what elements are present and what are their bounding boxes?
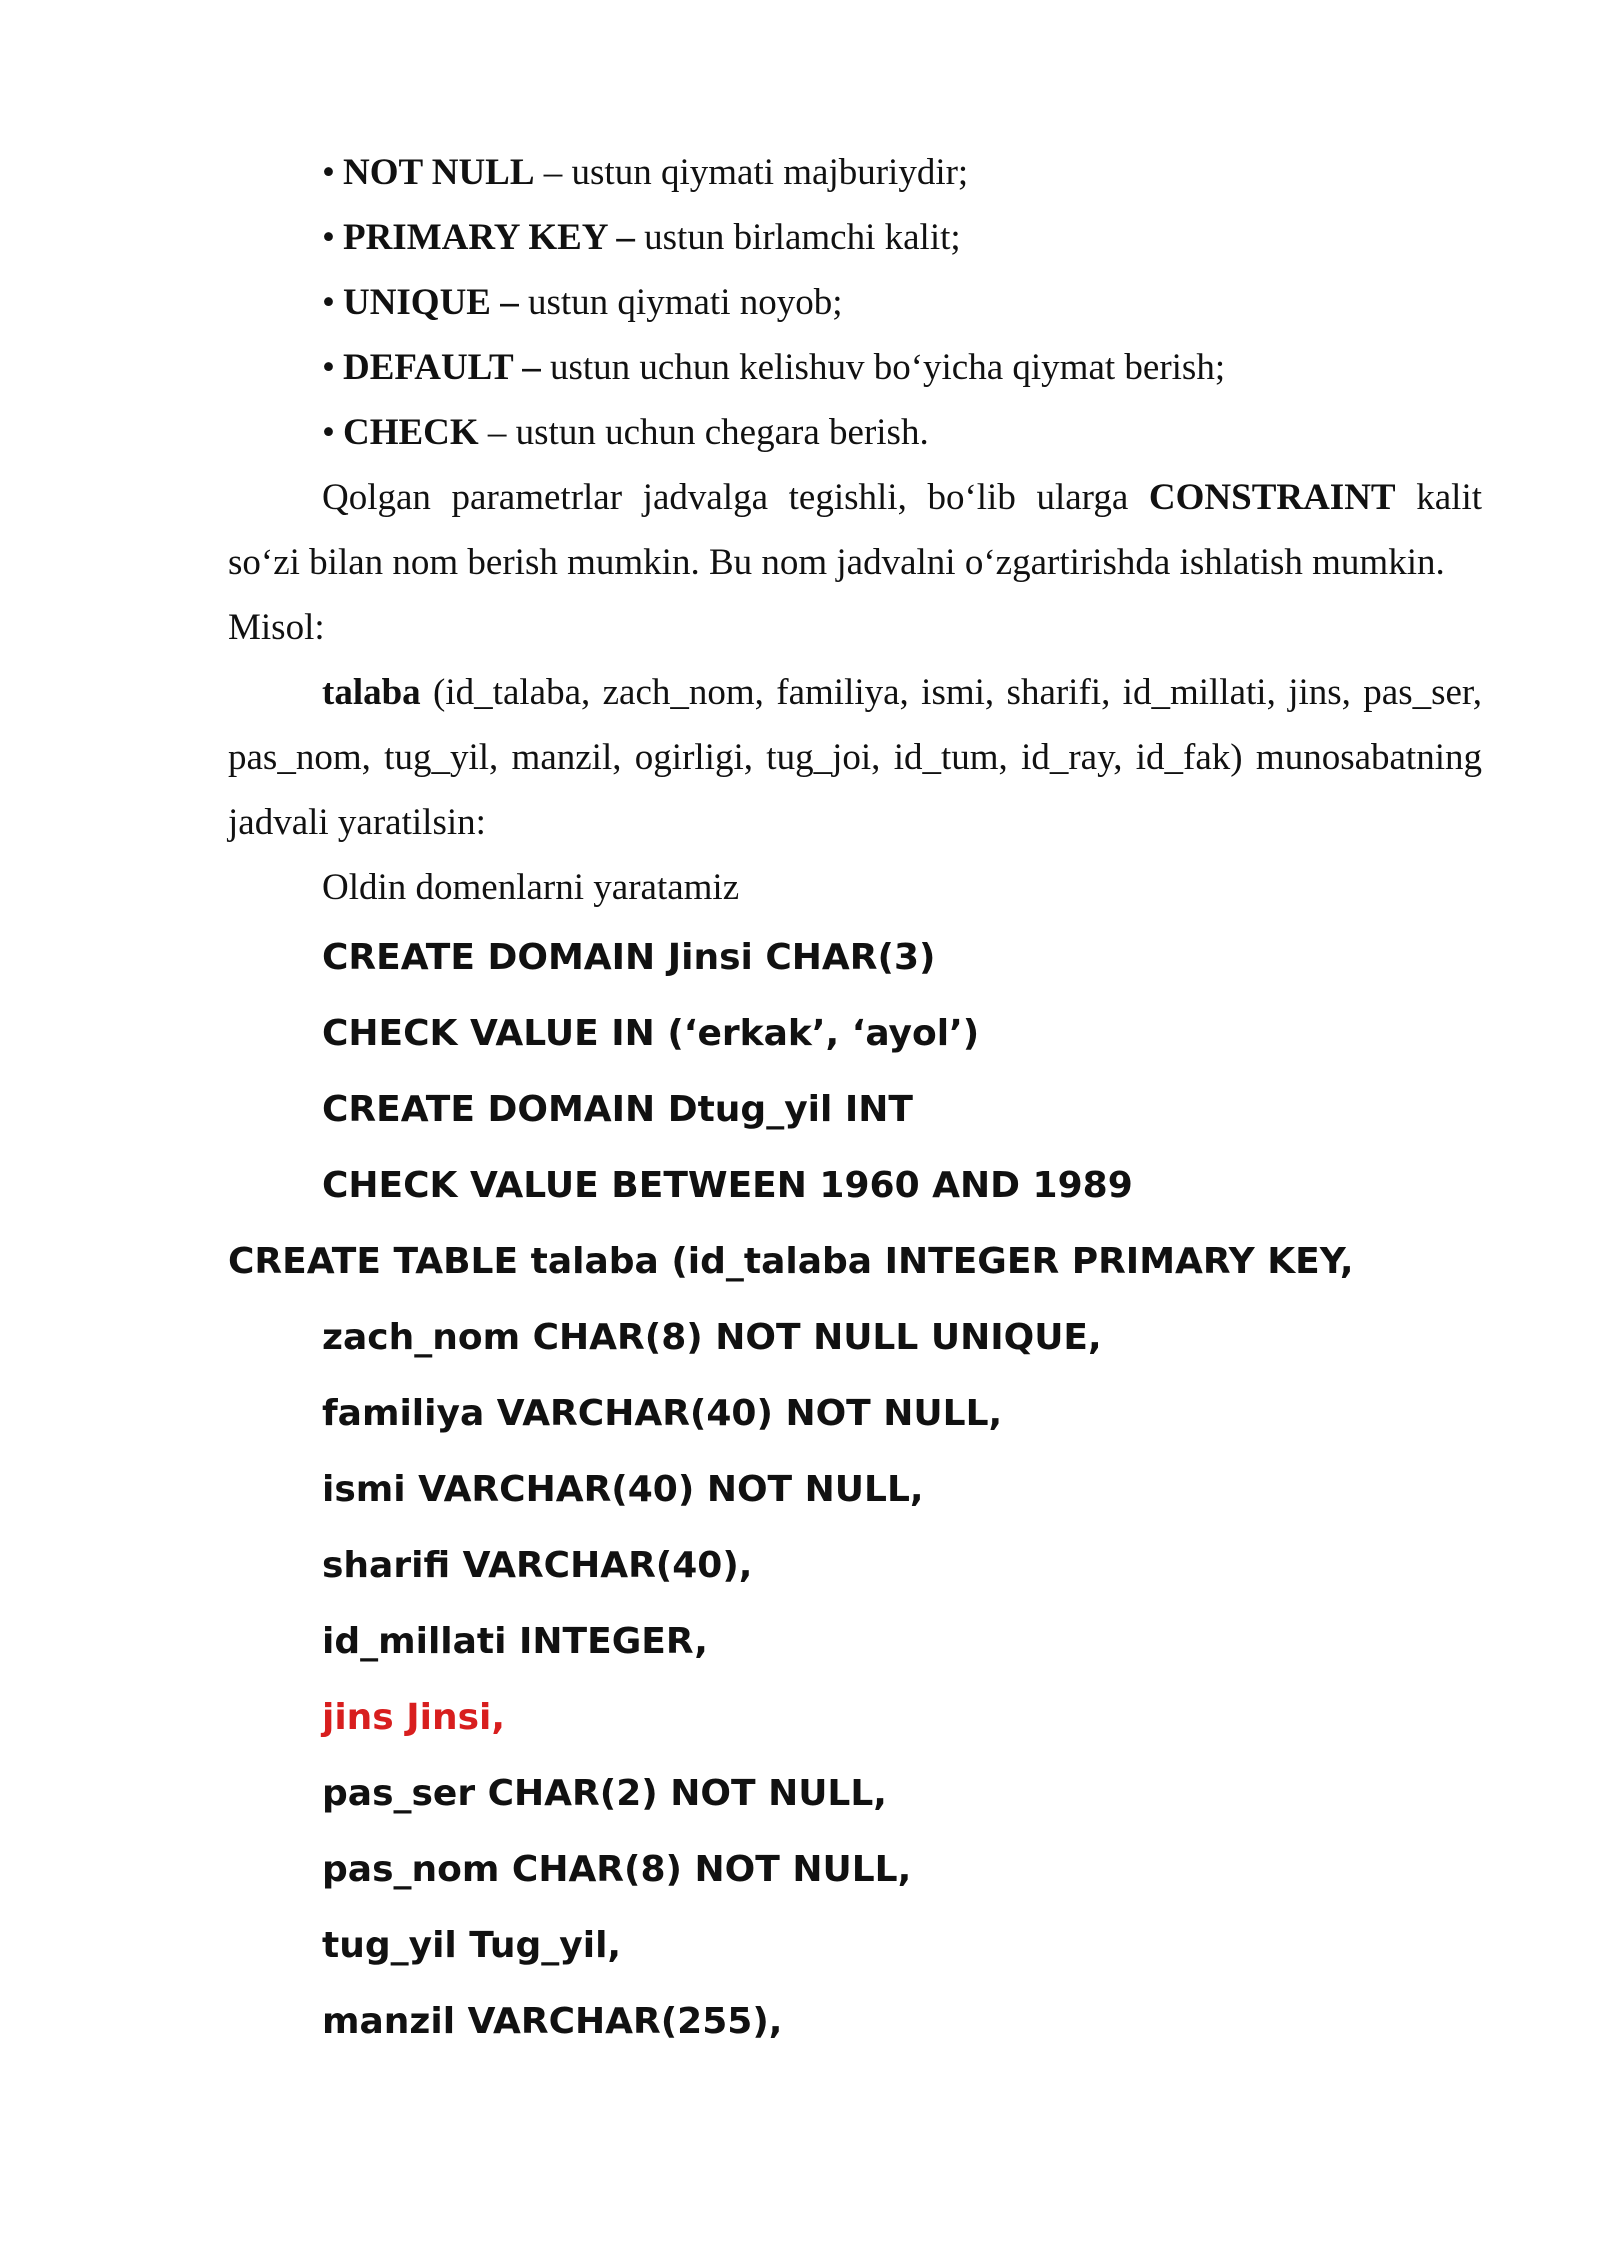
code-line: pas_ser CHAR(2) NOT NULL, xyxy=(322,1773,887,1814)
code-line: manzil VARCHAR(255), xyxy=(322,2001,783,2042)
bullet-term: CHECK xyxy=(342,412,479,453)
bullet-term: UNIQUE – xyxy=(342,282,519,323)
bullet-desc: ustun birlamchi kalit; xyxy=(634,217,961,258)
code-line: CREATE DOMAIN Jinsi CHAR(3) xyxy=(322,937,936,978)
paragraph-talaba xyxy=(228,660,1482,855)
bullet-unique xyxy=(322,270,843,335)
paragraph-text: Qolgan parametrlar jadvalga tegishli, bo‘lib ularga xyxy=(322,477,1149,518)
bullet-dot: • xyxy=(322,217,335,258)
code-line: tug_yil Tug_yil, xyxy=(322,1925,622,1966)
bullet-dot: • xyxy=(322,412,335,453)
code-line: id_millati INTEGER, xyxy=(322,1621,708,1662)
code-line: ismi VARCHAR(40) NOT NULL, xyxy=(322,1469,924,1510)
bullet-check xyxy=(322,400,929,465)
code-line-highlighted: jins Jinsi, xyxy=(322,1697,506,1738)
paragraph-text: kalit so‘zi bilan nom berish mumkin. Bu nom jadvalni o‘zgartirishda ishlatish mumkin. xyxy=(228,477,1483,583)
example-label: Misol: xyxy=(228,607,325,648)
bullet-term: DEFAULT – xyxy=(342,347,541,388)
paragraph-constraint xyxy=(228,465,1482,595)
bullet-term: PRIMARY KEY – xyxy=(342,217,635,258)
code-line: CHECK VALUE IN (‘erkak’, ‘ayol’) xyxy=(322,1013,980,1054)
paragraph-text: (id_talaba, zach_nom, familiya, ismi, sharifi, id_millati, jins, pas_ser, pas_nom, tug_yil, manzil, ogirligi, tug_joi, id_tum, id_ray, id_fak) munosabatning jadvali yaratilsin: xyxy=(228,672,1482,843)
code-line: CHECK VALUE BETWEEN 1960 AND 1989 xyxy=(322,1165,1133,1206)
code-line: zach_nom CHAR(8) NOT NULL UNIQUE, xyxy=(322,1317,1102,1358)
bullet-primary-key xyxy=(322,205,961,270)
bullet-term: NOT NULL xyxy=(342,152,535,193)
bullet-default xyxy=(322,335,1225,400)
relation-name: talaba xyxy=(322,672,421,713)
bullet-dot: • xyxy=(322,347,335,388)
code-line: sharifi VARCHAR(40), xyxy=(322,1545,753,1586)
bullet-desc: ustun qiymati noyob; xyxy=(518,282,843,323)
bullet-not-null xyxy=(322,140,968,205)
bullet-desc: – ustun qiymati majburiydir; xyxy=(534,152,969,193)
bullet-dot: • xyxy=(322,152,335,193)
bullet-desc: – ustun uchun chegara berish. xyxy=(478,412,929,453)
bullet-desc: ustun uchun kelishuv bo‘yicha qiymat berish; xyxy=(540,347,1226,388)
code-line: pas_nom CHAR(8) NOT NULL, xyxy=(322,1849,912,1890)
code-line-create-table: CREATE TABLE talaba (id_talaba INTEGER PRIMARY KEY, xyxy=(228,1241,1354,1282)
code-line: familiya VARCHAR(40) NOT NULL, xyxy=(322,1393,1003,1434)
code-line: CREATE DOMAIN Dtug_yil INT xyxy=(322,1089,913,1130)
domains-intro: Oldin domenlarni yaratamiz xyxy=(322,867,740,908)
keyword-constraint: CONSTRAINT xyxy=(1148,477,1396,518)
bullet-dot: • xyxy=(322,282,335,323)
